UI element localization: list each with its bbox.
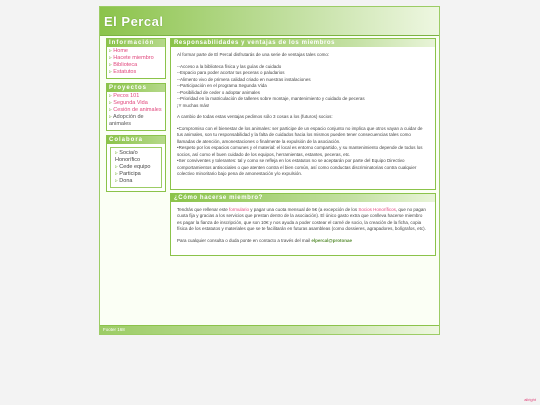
nav-item-hacete-miembro[interactable]: ▹ Hacete miembro <box>109 55 154 61</box>
arrow-icon: ▹ <box>115 171 118 177</box>
formulario-link[interactable]: formulario <box>229 206 250 212</box>
duties-list <box>177 126 427 178</box>
arrow-icon: ▹ <box>109 107 112 113</box>
panel-responsabilidades <box>170 38 436 190</box>
arrow-icon: ▹ <box>109 55 112 61</box>
advantage-item: --Alimento vivo de primera calidad criado en nuestras instalaciones <box>177 76 311 82</box>
nav-item-estatutos[interactable]: ▹ Estatutos <box>109 69 137 75</box>
socios-honorificos-link[interactable]: Socios Honoríficos <box>358 206 396 212</box>
advantage-item: --Posibilidad de ceder o adoptar animales <box>177 89 261 95</box>
arrow-icon: ▹ <box>115 150 118 156</box>
duty-item: •Ser conviventes y tolerantes: tal y como se refleja en los estatutos no se aceptarán por parte del Equipo Directivo comportamientos antisociales o que atenten contra el bien común, así como conductas discriminatorias contra cualquier colectivo minoritario bajo pena de amonestación y/o expulsión. <box>177 158 417 176</box>
panel-body <box>171 47 435 189</box>
panel-title: ¿Cómo hacerse miembro? <box>171 194 435 202</box>
arrow-icon: ▹ <box>109 69 112 75</box>
nav-box-proyectos <box>106 83 166 131</box>
nav-item-pecos[interactable]: ▹ Pecos 101 <box>109 93 140 99</box>
nav-item-home[interactable]: ▹ Home <box>109 48 128 54</box>
site-title[interactable]: El Percal <box>104 13 164 29</box>
nav-box-title: Proyectos <box>107 84 165 92</box>
duty-item: •Respeto por los espacios comunes y el material: el local es entorno compartido, y su mantenimiento depende de todos los socios, así como el buen cuidado de los equipos, herramientas, estantes, peceras, etc. <box>177 145 423 157</box>
main-content <box>170 38 436 259</box>
arrow-icon: ▹ <box>115 164 118 170</box>
nav-box-informacion <box>106 38 166 79</box>
advantage-item: --Participación en el programa Segunda Vida <box>177 83 267 88</box>
corner-text: allright <box>524 397 536 402</box>
nav-item-cesion[interactable]: ▹ Cesión de animales <box>109 107 162 113</box>
duty-item: •Compromiso con el bienestar de los animales: ser participe de un espacio conjunto no implica que otros vayan a cuidar de tus animales, son tu responsabilidad y la falta de cuidados hacia los mismos pueden tener consecuencias tales como llamadas de atención, amonestaciones o finalmente la expulsión de la asociación. <box>177 125 423 144</box>
arrow-icon: ▹ <box>109 62 112 68</box>
arrow-icon: ▹ <box>115 178 118 184</box>
page-frame <box>99 6 440 335</box>
advantage-item: --Espacio para poder acortar tus peceras o paludarios <box>177 70 285 75</box>
intro-text: Al formar parte de El Percal disfrutarás de una serie de ventajas tales como: <box>177 52 330 57</box>
advantage-item: ¡Y muchas más! <box>177 102 210 108</box>
contact-paragraph: Para cualquier consulta o duda ponte en contacto a través del mail elpercal@protonae <box>177 237 352 243</box>
nav-item-dona[interactable]: ▹ Dona <box>115 178 133 184</box>
panel-title: Responsabilidades y ventajas de los miembros <box>171 39 435 47</box>
arrow-icon: ▹ <box>109 114 112 120</box>
footer-text: Footer 168 <box>103 327 125 332</box>
arrow-icon: ▹ <box>109 48 112 54</box>
nav-item-segunda-vida[interactable]: ▹ Segunda Vida <box>109 100 148 106</box>
nav-item-cede-equipo[interactable]: ▹ Cede equipo <box>115 164 151 170</box>
panel-como-hacerse-miembro <box>170 193 436 257</box>
membership-paragraph: Tendrás que rellenar este formulario y pagar una cuota mensual de 5€ (a excepción de los Socios Honoríficos, que no pagan cuota fija y gracias a los servicios que prestan dentro de la asociación). El único gasto extra que conlleva hacerse miembro es pagar la fianza de inscripción, que son 10€ y nos ayuda a poder costear el carné de socio, la creación de la ficha, copia física de los estatutos y materiales que se te facilitarán en futuras asambleas (como dossieres, agrapadores, bolígrafos, etc). <box>177 206 426 231</box>
site-footer <box>100 325 439 334</box>
nav-item-participa[interactable]: ▹ Participa <box>115 171 141 177</box>
duties-intro: A cambio de todas estas ventajas pedimos sólo 3 cosas a los (futuros) socios: <box>177 114 333 119</box>
nav-item-socio-honorifico[interactable]: ▹ Socia/o Honorífico <box>115 150 141 163</box>
panel-body <box>171 202 435 256</box>
nav-box-title: Colabora <box>107 136 165 144</box>
advantage-item: --Acceso a la biblioteca física y las guías de cuidado <box>177 63 282 69</box>
arrow-icon: ▹ <box>109 93 112 99</box>
nav-item-biblioteca[interactable]: ▹ Biblioteca <box>109 62 138 68</box>
advantages-list <box>177 64 427 110</box>
advantage-item: --Prioridad en la matriculación de talleres sobre montaje, mantenimiento y cuidado de peceras <box>177 96 365 101</box>
nav-item-adopcion[interactable]: ▹ Adopción de animales <box>109 114 144 127</box>
arrow-icon: ▹ <box>109 100 112 106</box>
nav-box-title: Información <box>107 39 165 47</box>
site-header <box>100 7 439 36</box>
left-sidebar <box>106 38 166 196</box>
nav-box-colabora <box>106 135 166 192</box>
email-link[interactable]: elpercal@protonae <box>311 237 352 243</box>
